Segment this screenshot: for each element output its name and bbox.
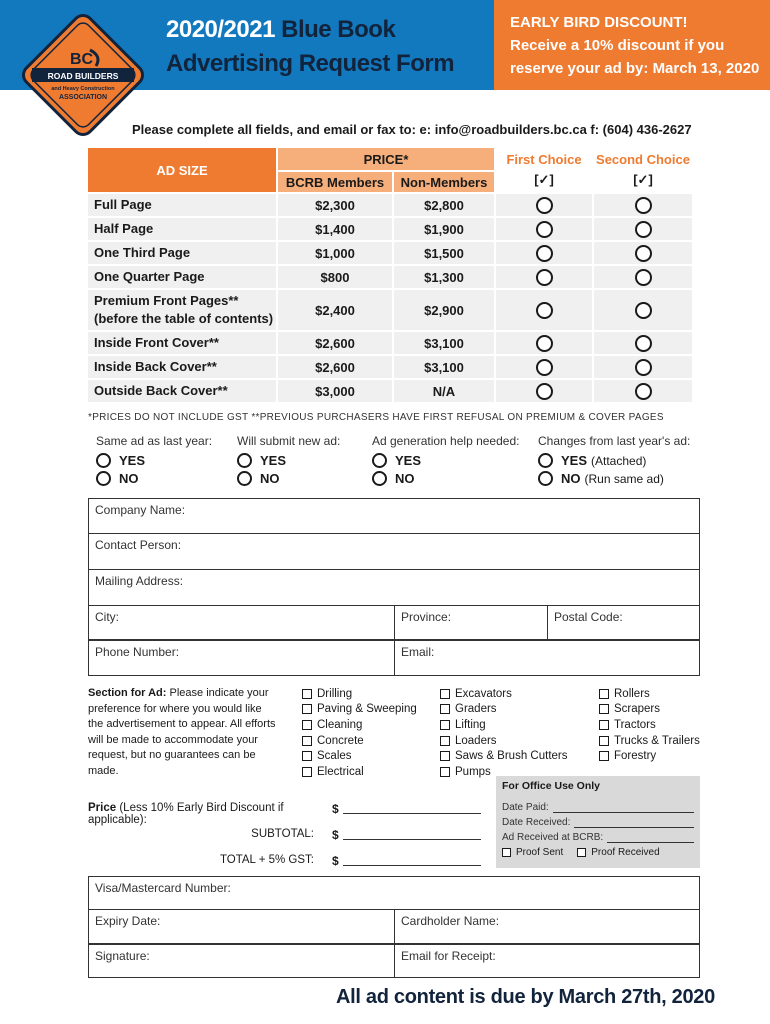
section-option[interactable] — [440, 733, 567, 749]
no-label: NO — [119, 471, 139, 486]
premium-label-line1: Premium Front Pages** — [94, 293, 239, 308]
section-for-ad-description — [88, 686, 278, 780]
yes-label: YES — [119, 453, 146, 468]
option-yes[interactable] — [372, 453, 532, 468]
section-col-3 — [599, 686, 700, 764]
section-checkbox[interactable] — [302, 767, 312, 777]
yes-label: YES — [260, 453, 287, 468]
logo-line1: ROAD BUILDERS — [47, 71, 119, 81]
section-checkbox[interactable] — [302, 689, 312, 699]
card-number-label: Visa/Mastercard Number: — [95, 881, 231, 895]
section-option-label: Trucks & Trailers — [614, 734, 700, 747]
no-radio[interactable] — [96, 471, 111, 486]
cardholder-name-field[interactable] — [394, 910, 700, 944]
first-choice-radio[interactable] — [536, 335, 553, 352]
section-checkbox[interactable] — [440, 704, 450, 714]
title-year: 2020/2021 — [166, 16, 275, 43]
office-use-box — [496, 776, 700, 868]
row-label-premium-front-pages — [88, 290, 276, 330]
price-non-members: $2,900 — [394, 290, 494, 330]
company-name-field[interactable] — [88, 498, 700, 534]
first-choice-radio[interactable] — [536, 383, 553, 400]
section-option[interactable] — [302, 733, 417, 749]
question-new-ad — [237, 434, 367, 486]
second-choice-radio[interactable] — [635, 302, 652, 319]
second-choice-check: [✓] — [633, 172, 653, 187]
price-members: $1,400 — [278, 218, 392, 240]
section-option[interactable] — [302, 748, 417, 764]
first-choice-radio[interactable] — [536, 359, 553, 376]
no-sub-label: (Run same ad) — [584, 471, 664, 486]
phone-number-label: Phone Number: — [95, 645, 180, 659]
second-choice-radio[interactable] — [635, 221, 652, 238]
section-option[interactable] — [599, 702, 700, 718]
second-choice-radio[interactable] — [635, 383, 652, 400]
question-label: Ad generation help needed: — [372, 434, 520, 448]
mailing-address-field[interactable] — [88, 570, 700, 606]
question-label: Same ad as last year: — [96, 434, 213, 448]
second-choice-cell — [594, 332, 692, 354]
section-option[interactable] — [440, 748, 567, 764]
first-choice-cell — [496, 194, 592, 216]
row-label-full-page: Full Page — [88, 194, 276, 216]
section-option[interactable] — [599, 686, 700, 702]
logo-line2: and Heavy Construction — [51, 86, 115, 92]
no-radio[interactable] — [538, 471, 553, 486]
yes-sub-label: (Attached) — [591, 453, 647, 468]
no-radio[interactable] — [237, 471, 252, 486]
section-col-2 — [440, 686, 567, 780]
price-label-sub: (Less 10% Early Bird Discount if applicable): — [88, 802, 284, 826]
subtotal-input[interactable] — [343, 828, 481, 840]
section-checkbox[interactable] — [302, 704, 312, 714]
page-subtitle: Advertising Request Form — [166, 50, 455, 77]
ad-received-label: Ad Received at BCRB: — [502, 832, 604, 843]
price-members: $2,400 — [278, 290, 392, 330]
subtotal-label: SUBTOTAL: — [251, 828, 314, 840]
bcrb-logo — [18, 10, 148, 140]
subtotal-dollar-sign: $ — [332, 828, 339, 842]
price-members: $2,600 — [278, 356, 392, 378]
first-choice-radio[interactable] — [536, 197, 553, 214]
expiry-date-field[interactable] — [88, 910, 395, 944]
no-label: NO — [260, 471, 280, 486]
postal-code-label: Postal Code: — [554, 610, 623, 624]
section-option[interactable] — [599, 733, 700, 749]
city-field[interactable] — [88, 606, 395, 640]
logo-line3: ASSOCIATION — [58, 94, 108, 101]
section-checkbox[interactable] — [302, 736, 312, 746]
first-choice-cell — [496, 242, 592, 264]
second-choice-radio[interactable] — [635, 359, 652, 376]
yes-label: YES — [395, 453, 422, 468]
first-choice-radio[interactable] — [536, 269, 553, 286]
first-choice-radio[interactable] — [536, 245, 553, 262]
first-choice-check: [✓] — [534, 172, 554, 187]
proof-sent-option[interactable] — [502, 845, 563, 861]
row-label-inside-back-cover: Inside Back Cover** — [88, 356, 276, 378]
section-option-label: Concrete — [317, 734, 364, 747]
section-option-label: Paving & Sweeping — [317, 703, 417, 716]
row-label-one-third-page: One Third Page — [88, 242, 276, 264]
email-receipt-field[interactable] — [394, 944, 700, 978]
expiry-date-label: Expiry Date: — [95, 914, 161, 928]
option-yes[interactable] — [237, 453, 367, 468]
yes-radio[interactable] — [538, 453, 553, 468]
section-option-label: Rollers — [614, 687, 650, 700]
section-option-label: Drilling — [317, 687, 353, 700]
price-label — [88, 802, 318, 826]
proof-sent-checkbox[interactable] — [502, 848, 511, 857]
contact-person-field[interactable] — [88, 534, 700, 570]
first-choice-cell — [496, 218, 592, 240]
email-field[interactable] — [394, 640, 700, 676]
col-header-members: BCRB Members — [278, 172, 392, 192]
section-option[interactable] — [599, 748, 700, 764]
first-choice-cell — [496, 332, 592, 354]
second-choice-radio[interactable] — [635, 269, 652, 286]
email-label: Email: — [401, 645, 435, 659]
total-label: TOTAL + 5% GST: — [219, 854, 314, 866]
premium-label-line2: (before the table of contents) — [94, 311, 274, 326]
title-blue-book: Blue Book — [281, 16, 396, 43]
card-number-field[interactable] — [88, 876, 700, 910]
price-non-members: $3,100 — [394, 356, 494, 378]
section-checkbox[interactable] — [440, 720, 450, 730]
postal-code-field[interactable] — [547, 606, 700, 640]
section-checkbox[interactable] — [302, 751, 312, 761]
section-option[interactable] — [302, 686, 417, 702]
section-option-label: Lifting — [455, 718, 486, 731]
section-option[interactable] — [440, 702, 567, 718]
section-option-label: Loaders — [455, 734, 497, 747]
mailing-address-label: Mailing Address: — [95, 574, 184, 588]
price-members: $3,000 — [278, 380, 392, 402]
option-yes[interactable] — [96, 453, 236, 468]
section-checkbox[interactable] — [302, 720, 312, 730]
early-bird-line2: Receive a 10% discount if you — [510, 37, 725, 54]
section-option-label: Scrapers — [614, 703, 661, 716]
section-option[interactable] — [440, 686, 567, 702]
section-checkbox[interactable] — [440, 689, 450, 699]
col-header-first-choice — [496, 150, 592, 190]
section-option-label: Excavators — [455, 687, 512, 700]
price-members: $2,600 — [278, 332, 392, 354]
province-field[interactable] — [394, 606, 548, 640]
section-option-label: Electrical — [317, 765, 364, 778]
first-choice-cell — [496, 266, 592, 288]
total-input[interactable] — [343, 854, 481, 866]
proof-received-checkbox[interactable] — [577, 848, 586, 857]
second-choice-cell — [594, 356, 692, 378]
question-same-ad — [96, 434, 236, 486]
second-choice-cell — [594, 194, 692, 216]
col-header-non-members: Non-Members — [394, 172, 494, 192]
first-choice-cell — [496, 380, 592, 402]
cardholder-name-label: Cardholder Name: — [401, 914, 500, 928]
price-members: $2,300 — [278, 194, 392, 216]
price-non-members: $1,900 — [394, 218, 494, 240]
phone-number-field[interactable] — [88, 640, 395, 676]
section-checkbox[interactable] — [440, 736, 450, 746]
early-bird-heading: EARLY BIRD DISCOUNT! — [510, 14, 688, 31]
section-for-ad-title: Section for Ad: — [88, 687, 167, 699]
question-changes — [538, 434, 708, 486]
section-option[interactable] — [440, 717, 567, 733]
option-no[interactable] — [372, 471, 532, 486]
section-option[interactable] — [599, 717, 700, 733]
section-option-label: Pumps — [455, 765, 491, 778]
col-header-second-choice — [594, 150, 692, 190]
section-for-ad-text: Please indicate your preference for where you would like the advertisement to appear. All efforts will be made to accommodate your request, but no guarantees can be made. — [88, 687, 276, 777]
col-header-price: PRICE* — [278, 148, 494, 170]
office-use-title: For Office Use Only — [502, 780, 601, 792]
question-ad-help — [372, 434, 532, 486]
section-option-label: Graders — [455, 703, 497, 716]
signature-label: Signature: — [95, 949, 150, 963]
email-receipt-label: Email for Receipt: — [401, 949, 496, 963]
first-choice-cell — [496, 290, 592, 330]
date-received-label: Date Received: — [502, 817, 571, 828]
second-choice-radio[interactable] — [635, 335, 652, 352]
second-choice-cell — [594, 290, 692, 330]
early-bird-line3: reserve your ad by: March 13, 2020 — [510, 60, 760, 77]
office-ad-received — [502, 828, 694, 843]
section-checkbox[interactable] — [599, 704, 609, 714]
row-label-half-page: Half Page — [88, 218, 276, 240]
option-no[interactable] — [96, 471, 236, 486]
section-checkbox[interactable] — [599, 751, 609, 761]
proof-received-option[interactable] — [577, 845, 659, 861]
yes-radio[interactable] — [237, 453, 252, 468]
option-yes[interactable] — [538, 453, 708, 468]
row-label-outside-back-cover: Outside Back Cover** — [88, 380, 276, 402]
section-col-1 — [302, 686, 417, 780]
pricing-footnote: *PRICES DO NOT INCLUDE GST **PREVIOUS PURCHASERS HAVE FIRST REFUSAL ON PREMIUM & COVER PAGES — [88, 412, 664, 423]
first-choice-radio[interactable] — [536, 221, 553, 238]
logo-bc-text: BC — [70, 51, 94, 68]
province-label: Province: — [401, 610, 452, 624]
price-non-members: N/A — [394, 380, 494, 402]
price-label-bold: Price — [88, 802, 117, 814]
second-choice-cell — [594, 218, 692, 240]
second-choice-label: Second Choice — [596, 152, 690, 167]
price-input[interactable] — [343, 802, 481, 814]
section-option-label: Cleaning — [317, 718, 363, 731]
second-choice-cell — [594, 266, 692, 288]
instructions: Please complete all fields, and email or fax to: e: info@roadbuilders.bc.ca f: (604) 436-2627 — [132, 122, 692, 137]
option-no[interactable] — [538, 471, 708, 486]
section-option-label: Saws & Brush Cutters — [455, 750, 568, 763]
section-checkbox[interactable] — [440, 751, 450, 761]
page-title — [166, 16, 395, 44]
yes-label: YES — [561, 453, 588, 468]
first-choice-label: First Choice — [506, 152, 582, 167]
no-label: NO — [395, 471, 415, 486]
section-option[interactable] — [302, 702, 417, 718]
row-label-one-quarter-page: One Quarter Page — [88, 266, 276, 288]
total-dollar-sign: $ — [332, 854, 339, 868]
section-option-label: Forestry — [614, 750, 657, 763]
second-choice-radio[interactable] — [635, 245, 652, 262]
second-choice-cell — [594, 380, 692, 402]
price-non-members: $2,800 — [394, 194, 494, 216]
row-label-inside-front-cover: Inside Front Cover** — [88, 332, 276, 354]
price-members: $1,000 — [278, 242, 392, 264]
section-option[interactable] — [302, 717, 417, 733]
contact-person-label: Contact Person: — [95, 538, 182, 552]
col-header-ad-size: AD SIZE — [88, 148, 276, 192]
yes-radio[interactable] — [96, 453, 111, 468]
first-choice-cell — [496, 356, 592, 378]
proof-sent-label: Proof Sent — [516, 847, 564, 859]
section-checkbox[interactable] — [599, 736, 609, 746]
price-non-members: $1,500 — [394, 242, 494, 264]
price-members: $800 — [278, 266, 392, 288]
office-proof-row — [502, 845, 694, 861]
section-option-label: Tractors — [614, 718, 656, 731]
signature-field[interactable] — [88, 944, 395, 978]
office-date-received — [502, 813, 694, 828]
second-choice-cell — [594, 242, 692, 264]
question-label: Changes from last year's ad: — [538, 434, 691, 448]
company-name-label: Company Name: — [95, 503, 186, 517]
second-choice-radio[interactable] — [635, 197, 652, 214]
first-choice-radio[interactable] — [536, 302, 553, 319]
office-date-paid — [502, 798, 694, 813]
section-checkbox[interactable] — [440, 767, 450, 777]
no-radio[interactable] — [372, 471, 387, 486]
section-checkbox[interactable] — [599, 689, 609, 699]
section-option[interactable] — [302, 764, 417, 780]
date-paid-label: Date Paid: — [502, 802, 549, 813]
price-non-members: $1,300 — [394, 266, 494, 288]
city-label: City: — [95, 610, 119, 624]
no-label: NO — [561, 471, 581, 486]
section-option-label: Scales — [317, 750, 352, 763]
price-dollar-sign: $ — [332, 802, 339, 816]
proof-received-label: Proof Received — [591, 847, 660, 859]
due-date-notice: All ad content is due by March 27th, 2020 — [336, 986, 715, 1008]
yes-radio[interactable] — [372, 453, 387, 468]
price-non-members: $3,100 — [394, 332, 494, 354]
section-checkbox[interactable] — [599, 720, 609, 730]
question-label: Will submit new ad: — [237, 434, 341, 448]
option-no[interactable] — [237, 471, 367, 486]
